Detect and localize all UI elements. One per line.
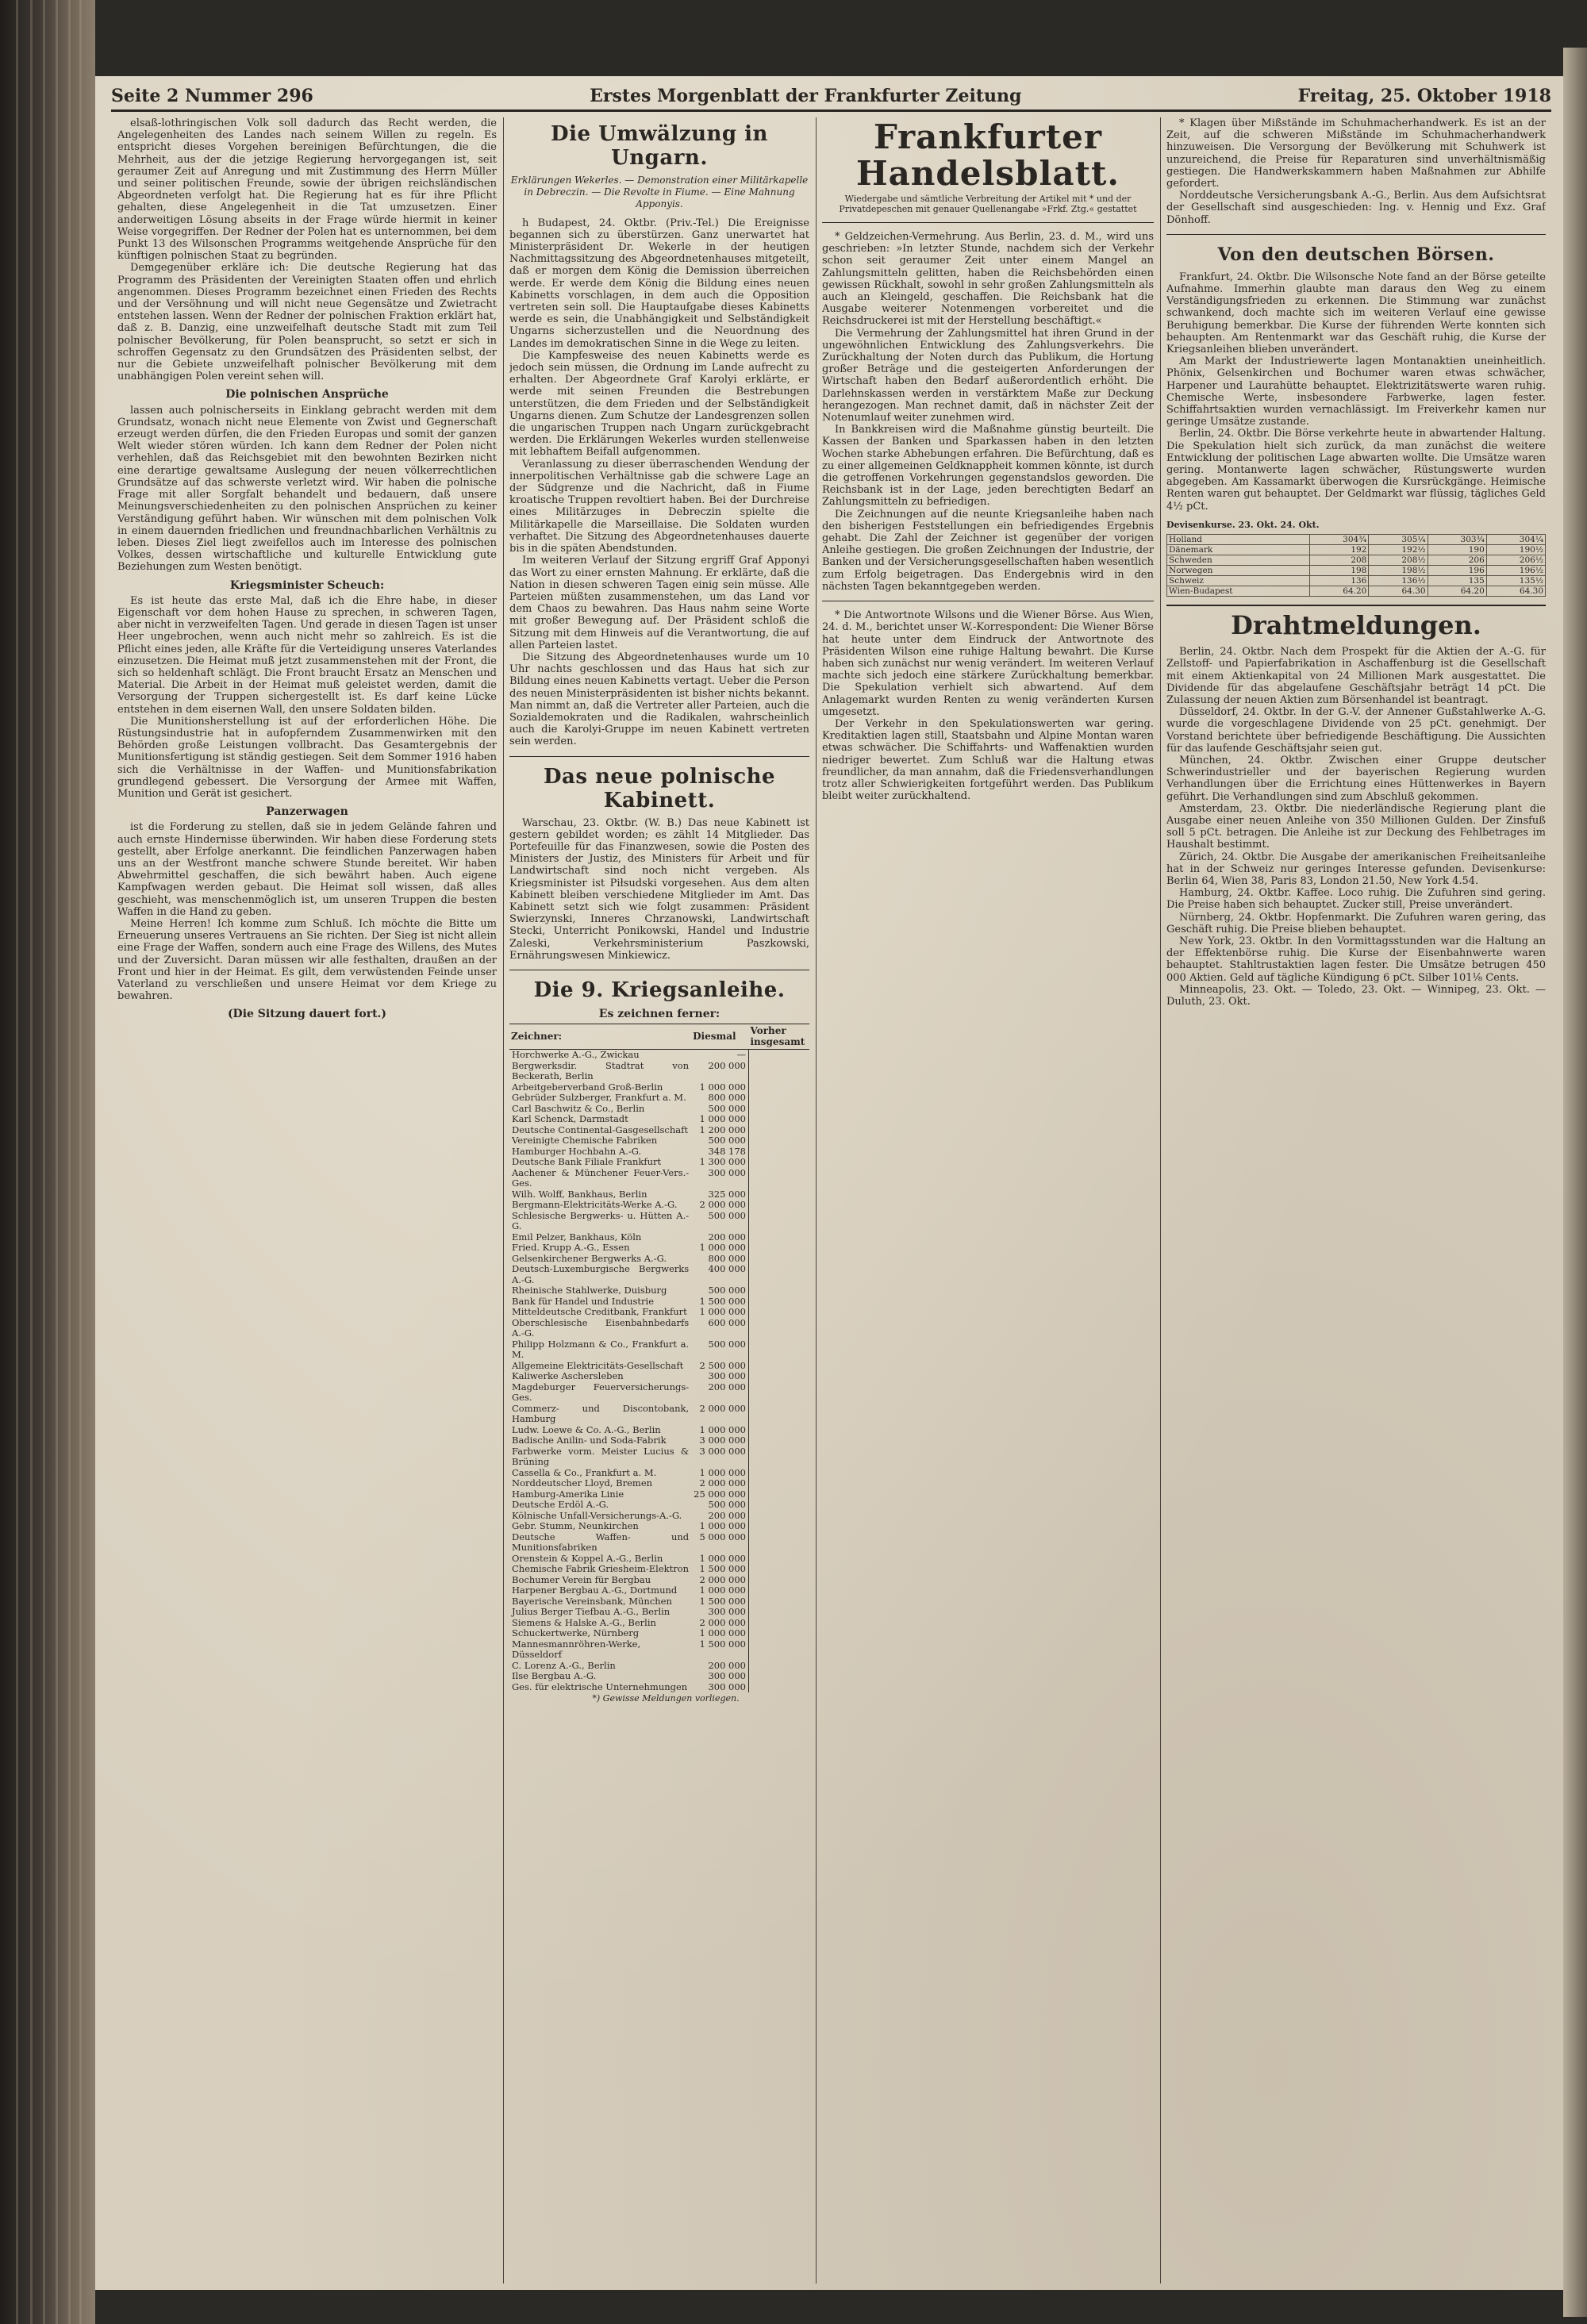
table-cell: Schweiz — [1167, 576, 1310, 586]
headline: Die 9. Kriegsanleihe. — [533, 978, 786, 1002]
table-row — [509, 1585, 809, 1596]
article-paragraph: Zürich, 24. Oktbr. Die Ausgabe der amerikanischen Freiheitsanleihe hat in der Schweiz nur geringes Interesse gefunden. Devisenkurse: Berlin 64, Wien 38, Paris 83, London 21.50, New York 4.54. — [1166, 851, 1546, 887]
article-paragraph: Meine Herren! Ich komme zum Schluß. Ich möchte die Bitte um Erneuerung unseres Vertrauens an Sie richten. Der Sieg ist nicht allein eine Frage der Waffen, sondern auch eine Frage des Willens, des Mutes und der Zuversicht. Daran müssen wir alle festhalten, draußen an der Front und hier in der Heimat. Es gilt, dem verwüstenden Feinde unser Vaterland zu verschließen und unsere Heimat vor dem Kriege zu bewahren. — [117, 918, 497, 1003]
table-cell — [749, 1500, 810, 1511]
table-cell: Kölnische Unfall-Versicherungs-A.-G. — [512, 1509, 682, 1521]
table-cell: Gelsenkirchener Bergwerks A.-G. — [512, 1252, 667, 1264]
table-cell — [749, 1371, 810, 1382]
table-cell: 1 200 000 — [699, 1124, 746, 1135]
table-row — [509, 1446, 809, 1468]
table-cell: 135 — [1428, 576, 1486, 586]
table-cell: 1 300 000 — [699, 1156, 746, 1168]
table-row — [1167, 586, 1546, 597]
table-cell: Mannesmannröhren-Werke, Düsseldorf — [512, 1638, 641, 1661]
table-cell: Ilse Bergbau A.-G. — [512, 1670, 597, 1682]
article-paragraph: Die Vermehrung der Zahlungsmittel hat ihren Grund in der ungewöhnlichen Entwicklung des Zahlungsverkehrs. Die Zurückhaltung der Noten durch das Publikum, die Hortung großer Beträge und die gesteigerten Anforderungen der Wirtschaft haben den Bedarf außerordentlich erhöht. Die Darlehnskassen werden in verstärktem Maße zur Deckung herangezogen. Man rechnet damit, daß in nächster Zeit der Notenumlauf weiter zunehmen wird. — [822, 327, 1154, 424]
fx-title: Devisenkurse. 23. Okt. 24. Okt. — [1166, 519, 1320, 530]
table-row — [1167, 555, 1546, 566]
table-row — [509, 1168, 809, 1189]
table-cell: Deutsch-Luxemburgische Bergwerks A.-G. — [512, 1263, 690, 1285]
article-paragraph: elsaß-lothringischen Volk soll dadurch das Recht werden, die Angelegenheiten des Landes nach seinem Willen zu regeln. Es entspricht dieses Vorgehen bereinigen Befürchtungen, die die Mehrheit, aus der die jetzige Regierung hervorgegangen ist, seit geraumer Zeit auf Anregung und mit Zustimmung des Herrn Müller und seiner politischen Freunde, sowie der übrigen reichsländischen Abgeordneten verfolgt hat. Die Regierung hat es für ihre Pflicht gehalten, diese Angelegenheit in die Tat umzusetzen. Einer anderweitigen Lösung abseits in der Frage würde hiermit in keiner Weise vorgegriffen. Der Redner der Polen hat es unternommen, bei dem Punkt 13 des Wilsonschen Programms weitgehende Ansprüche für den künftigen polnischen Staat zu begründen. — [117, 117, 497, 263]
table-cell: 206½ — [1486, 555, 1545, 566]
table-cell — [749, 1425, 810, 1436]
table-cell — [749, 1532, 810, 1554]
table-cell: 196½ — [1486, 566, 1545, 576]
table-cell: Fried. Krupp A.-G., Essen — [512, 1242, 630, 1254]
table-cell: Allgemeine Elektricitäts-Gesellschaft — [512, 1359, 684, 1371]
table-cell: 200 000 — [708, 1509, 746, 1521]
column-rule — [503, 117, 504, 2284]
article-paragraph: Es ist heute das erste Mal, daß ich die Ehre habe, in dieser Eigenschaft vor dem hohen Hause zu sprechen, in schweren Tagen, aber nicht in verzweifelten Tagen. Und gerade in diesen Tagen ist unser Heer ungebrochen, wenn auch nicht mehr so zahlreich. Es ist die Pflicht eines jeden, alle Kräfte für die Verteidigung unseres Vaterlandes einzusetzen. Die Heimat muß jetzt zusammenstehen mit der Front, die sich so heldenhaft schlägt. Die Front braucht Ersatz an Menschen und Material. Die Arbeit in der Heimat muß geleistet werden, damit die Versorgung der Truppen sichergestellt ist. Es darf keine Lücke entstehen in dem eisernen Wall, den unsere Soldaten bilden. — [117, 594, 497, 716]
table-cell: 1 000 000 — [699, 1627, 746, 1639]
book-binding — [0, 0, 95, 2324]
table-cell: 2 500 000 — [699, 1359, 746, 1371]
table-row — [509, 1093, 809, 1104]
table-row — [509, 1682, 809, 1693]
table-cell: 3 000 000 — [699, 1435, 746, 1446]
table-cell — [749, 1596, 810, 1608]
table-row — [509, 1307, 809, 1318]
table-cell: Hamburger Hochbahn A.-G. — [512, 1145, 642, 1157]
page-number: Seite 2 Nummer 296 — [111, 86, 313, 106]
table-row — [509, 1135, 809, 1147]
table-row — [509, 1371, 809, 1382]
table-cell: Siemens & Halske A.-G., Berlin — [512, 1616, 656, 1628]
table-cell: 500 000 — [708, 1338, 746, 1350]
article-paragraph: h Budapest, 24. Oktbr. (Priv.-Tel.) Die Ereignisse begannen sich zu überstürzen. Ganz unerwartet hat Ministerpräsident Dr. Wekerle in der heutigen Nachmittagssitzung des Abgeordnetenhauses mitgeteilt, daß er morgen dem König die Demission überreichen werde. Er werde dem König die Bildung eines neuen Kabinetts vorschlagen, in dem auch die Opposition vertreten sein soll. Die Hauptaufgabe dieses Kabinetts werde es sein, die Unabhängigkeit und Selbständigkeit Ungarns sicherzustellen und die Neuordnung des Landes im demokratischen Sinne in die Wege zu leiten. — [509, 217, 809, 350]
table-cell: 190 — [1428, 545, 1486, 555]
table-cell: 1 500 000 — [699, 1638, 746, 1650]
table-cell — [749, 1478, 810, 1489]
table-cell — [749, 1200, 810, 1211]
table-cell: 304¾ — [1310, 535, 1369, 545]
headline: Von den deutschen Börsen. — [1217, 244, 1495, 265]
table-row — [509, 1254, 809, 1265]
headline: Die Umwälzung in Ungarn. — [551, 122, 768, 170]
table-row — [1167, 535, 1546, 545]
table-cell: Horchwerke A.-G., Zwickau — [512, 1049, 640, 1061]
table-cell: 2 000 000 — [699, 1616, 746, 1628]
section-heading: Die polnischen Ansprüche — [225, 388, 389, 401]
article-paragraph: Demgegenüber erkläre ich: Die deutsche Regierung hat das Programm des Präsidenten der Vereinigten Staaten offen und ehrlich angenommen. Dieses Programm bezeichnet einen Frieden des Rechts und der Versöhnung und will nicht neue Gegensätze und Zwietracht entstehen lassen. Wenn der Redner der polnischen Fraktion erklärt hat, daß z. B. Danzig, eine unzweifelhaft deutsche Stadt mit zum Teil polnischer Bevölkerung, für Polen beansprucht, so setzt er sich in schroffen Gegensatz zu den Grundsätzen des Präsidenten selbst, der nur die Gebiete unzweifelhaft polnischer Bevölkerung mit dem unabhängigen Polen vereint sehen will. — [117, 262, 497, 383]
table-row — [509, 1147, 809, 1158]
table-cell — [749, 1285, 810, 1296]
headline: Das neue polnische Kabinett. — [543, 764, 776, 812]
table-cell: Aachener & Münchener Feuer-Vers.-Ges. — [512, 1166, 690, 1189]
table-cell — [749, 1361, 810, 1372]
table-cell: Schlesische Bergwerks- u. Hütten A.-G. — [512, 1209, 690, 1232]
table-row — [509, 1511, 809, 1522]
column-handelsblatt — [822, 117, 1154, 2284]
table-header: Vorher insgesamt — [749, 1024, 810, 1050]
table-cell: 136 — [1310, 576, 1369, 586]
table-cell: Bochumer Verein für Bergbau — [512, 1573, 651, 1585]
table-row — [509, 1564, 809, 1575]
issue-date: Freitag, 25. Oktober 1918 — [1297, 86, 1551, 106]
table-row — [509, 1232, 809, 1243]
table-cell — [749, 1607, 810, 1618]
table-cell — [749, 1468, 810, 1479]
article-paragraph: Minneapolis, 23. Okt. — Toledo, 23. Okt. — Winnipeg, 23. Okt. — Duluth, 23. Okt. — [1166, 983, 1546, 1008]
table-header: Diesmal — [691, 1024, 748, 1050]
table-cell — [749, 1585, 810, 1596]
table-cell: 25 000 000 — [694, 1488, 746, 1500]
table-cell: Hamburg-Amerika Linie — [512, 1488, 624, 1500]
table-cell: Harpener Bergbau A.-G., Dortmund — [512, 1585, 678, 1596]
table-row — [509, 1532, 809, 1554]
table-row — [509, 1618, 809, 1629]
article-paragraph: Die Kampfesweise des neuen Kabinetts werde es jedoch sein müssen, die Ordnung im Lande aufrecht zu erhalten. Der Abgeordnete Graf Karolyi erklärte, er werde mit seinen Freunden die Bestrebungen unterstützen, die dem Frieden und der Selbständigkeit Ungarns dienen. Zum Schutze der Landesgrenzen sollen die ungarischen Truppen nach Ungarn zurückgebracht werden. Die Erklärungen Wekerles wurden stellenweise mit lebhaftem Beifall aufgenommen. — [509, 349, 809, 459]
table-cell: 1 000 000 — [699, 1585, 746, 1596]
table-cell — [749, 1628, 810, 1639]
headline-deck: Erklärungen Wekerles. — Demonstration einer Militärkapelle in Debreczin. — Die Revolte in Fiume. — Eine Mahnung Apponyis. — [510, 175, 809, 210]
table-cell — [749, 1339, 810, 1361]
table-cell: 400 000 — [708, 1263, 746, 1275]
table-cell — [749, 1307, 810, 1318]
war-loan-table — [509, 1024, 809, 1692]
table-cell: Emil Pelzer, Bankhaus, Köln — [512, 1231, 642, 1243]
table-cell: 200 000 — [708, 1381, 746, 1392]
paper-title: Erstes Morgenblatt der Frankfurter Zeitung — [590, 86, 1022, 106]
table-cell: 208 — [1310, 555, 1369, 566]
table-cell: Deutsche Bank Filiale Frankfurt — [512, 1156, 662, 1168]
column-reichstag — [117, 117, 497, 2284]
article-paragraph: Der Verkehr in den Spekulationswerten war gering. Kreditaktien lagen still, Staatsbahn und Alpine Montan waren etwas schwächer. Die Schiffahrts- und Waffenaktien wurden niedriger bewertet. Zum Schluß war die Haltung etwas freundlicher, da man annahm, daß die Friedensverhandlungen trotz aller Schwierigkeiten fortgeführt werden. Das Publikum bleibt weiter zurückhaltend. — [822, 717, 1154, 803]
table-row — [509, 1285, 809, 1296]
table-cell: Norddeutscher Lloyd, Bremen — [512, 1477, 653, 1489]
section-deck: Wiedergabe und sämtliche Verbreitung der Artikel mit * und der Privatdepeschen mit genauer Quellenangabe »Frkf. Ztg.« gestattet — [839, 194, 1137, 214]
table-cell: 192 — [1310, 545, 1369, 555]
table-row — [509, 1211, 809, 1232]
table-cell: Badische Anilin- und Soda-Fabrik — [512, 1435, 667, 1446]
table-body — [509, 1050, 809, 1693]
table-cell — [749, 1661, 810, 1672]
table-row — [509, 1125, 809, 1136]
table-cell: Ludw. Loewe & Co. A.-G., Berlin — [512, 1423, 661, 1435]
table-cell: 196 — [1428, 566, 1486, 576]
table-cell: 64.30 — [1369, 586, 1428, 597]
table-cell: 1 000 000 — [699, 1520, 746, 1532]
table-cell: 305¼ — [1369, 535, 1428, 545]
table-cell: Julius Berger Tiefbau A.-G., Berlin — [512, 1606, 671, 1618]
table-cell — [749, 1671, 810, 1682]
table-cell: 206 — [1428, 555, 1486, 566]
table-cell: 136½ — [1369, 576, 1428, 586]
table-cell — [749, 1082, 810, 1093]
table-row — [509, 1639, 809, 1661]
table-cell: 64.20 — [1310, 586, 1369, 597]
table-cell — [749, 1147, 810, 1158]
table-cell: 200 000 — [708, 1231, 746, 1243]
table-cell — [749, 1243, 810, 1254]
table-cell: 5 000 000 — [699, 1531, 746, 1542]
table-cell: 300 000 — [708, 1681, 746, 1692]
column-rule — [816, 117, 817, 2284]
table-row — [509, 1404, 809, 1425]
table-row — [509, 1318, 809, 1339]
table-cell: 500 000 — [708, 1135, 746, 1147]
table-cell — [749, 1435, 810, 1446]
table-cell — [749, 1254, 810, 1265]
table-cell: Norwegen — [1167, 566, 1310, 576]
table-cell: Philipp Holzmann & Co., Frankfurt a. M. — [512, 1338, 690, 1361]
section-masthead: Frankfurter Handelsblatt. — [855, 117, 1120, 193]
table-row — [509, 1607, 809, 1618]
table-cell: Oberschlesische Eisenbahnbedarfs A.-G. — [512, 1316, 690, 1339]
table-cell: Bergwerksdir. Stadtrat von Beckerath, Berlin — [512, 1059, 690, 1082]
table-row — [509, 1521, 809, 1532]
table-cell: Rheinische Stahlwerke, Duisburg — [512, 1285, 667, 1296]
table-cell: — — [736, 1049, 746, 1061]
table-cell — [749, 1050, 810, 1061]
table-cell: 1 000 000 — [699, 1081, 746, 1093]
table-row — [509, 1500, 809, 1511]
table-cell — [749, 1639, 810, 1661]
table-cell: 304¼ — [1486, 535, 1545, 545]
table-cell: 208½ — [1369, 555, 1428, 566]
table-row — [1167, 545, 1546, 555]
article-paragraph: Am Markt der Industriewerte lagen Montanaktien uneinheitlich. Phönix, Gelsenkirchen und Bochumer waren etwas schwächer, Harpener und Laurahütte behauptet. Elektrizitätswerte waren ruhig. Chemische Werte, insbesondere Farbwerke, lagen fester. Schiffahrtsaktien wurden vernachlässigt. Im Freiverkehr kamen nur geringe Umsätze zustande. — [1166, 355, 1546, 428]
table-cell — [749, 1093, 810, 1104]
table-cell: 303¾ — [1428, 535, 1486, 545]
article-paragraph: Berlin, 24. Oktbr. Die Börse verkehrte heute in abwartender Haltung. Die Spekulation hielt sich zurück, da man zunächst die weitere Entwicklung der politischen Lage abwarten wollte. Die Umsätze waren gering. Montanwerte lagen schwächer, Rüstungswerte wurden abgegeben. Am Kassamarkt überwogen die Kursrückgänge. Heimische Renten waren gut behauptet. Der Geldmarkt war flüssig, tägliches Geld 4½ pCt. — [1166, 428, 1546, 513]
table-cell: 1 000 000 — [699, 1423, 746, 1435]
table-cell: 800 000 — [708, 1092, 746, 1104]
table-cell — [749, 1189, 810, 1200]
table-cell — [749, 1264, 810, 1285]
table-cell: 1 000 000 — [699, 1242, 746, 1254]
table-cell — [749, 1521, 810, 1532]
article-paragraph: Warschau, 23. Oktbr. (W. B.) Das neue Kabinett ist gestern gebildet worden; es zählt 14 Mitglieder. Das Portefeuille für das Finanzwesen, sowie die Posten des Ministers der Justiz, des Ministers für Arbeit und für Landwirtschaft sind noch nicht vergeben. Als Kriegsminister ist Piłsudski vorgesehen. Aus dem alten Kabinett bleiben verschiedene Mitglieder im Amt. Das Kabinett setzt sich wie folgt zusammen: Präsident Swierzynski, Inneres Chrzanowski, Landwirtschaft Stecki, Unterricht Ponikowski, Handel und Industrie Zaleski, Verkehrsministerium Paszkowski, Ernährungswesen Minkiewicz. — [509, 816, 809, 962]
table-row — [509, 1243, 809, 1254]
table-cell: 135½ — [1486, 576, 1545, 586]
table-cell — [749, 1061, 810, 1082]
table-row — [509, 1425, 809, 1436]
article-paragraph: Norddeutsche Versicherungsbank A.-G., Berlin. Aus dem Aufsichtsrat der Gesellschaft sind ausgeschieden: Ing. v. Hennig und Exz. Graf Dönhoff. — [1166, 190, 1546, 226]
table-cell — [749, 1114, 810, 1125]
table-cell: Deutsche Erdöl A.-G. — [512, 1499, 609, 1511]
table-cell — [749, 1211, 810, 1232]
article-paragraph: Veranlassung zu dieser überraschenden Wendung der innerpolitischen Verhältnisse gab die schwere Lage an der Südgrenze und die Nachricht, daß in Fiume kroatische Truppen revoltiert haben. Bei der Durchreise eines Militärzuges in Debreczin spielte die Militärkapelle die Marseillaise. Die Soldaten wurden verhaftet. Die Sitzung des Abgeordnetenhauses dauerte bis in die späten Abendstunden. — [509, 458, 809, 555]
table-cell: 1 000 000 — [699, 1306, 746, 1318]
table-cell — [749, 1157, 810, 1168]
table-row — [509, 1264, 809, 1285]
article-paragraph: New York, 23. Oktbr. In den Vormittagsstunden war die Haltung an der Effektenbörse ruhig. Die Kurse der Eisenbahnwerte waren behauptet. Stahltrustaktien lagen fester. Die Umsätze betrugen 450 000 Aktien. Geld auf tägliche Kündigung 6 pCt. Silber 101⅛ Cents. — [1166, 935, 1546, 984]
table-cell: 198½ — [1369, 566, 1428, 576]
table-cell: Schuckertwerke, Nürnberg — [512, 1627, 640, 1639]
table-cell: 192½ — [1369, 545, 1428, 555]
article-paragraph: * Die Antwortnote Wilsons und die Wiener Börse. Aus Wien, 24. d. M., berichtet unser W.-Korrespondent: Die Wiener Börse hat heute unter dem Eindruck der Antwortnote des Präsidenten Wilson eine ruhige Haltung bewahrt. Die Kurse haben sich zunächst nur wenig verändert. Im weiteren Verlauf machte sich jedoch eine stärkere Zurückhaltung bemerkbar. Die Spekulation verhielt sich abwartend. Auf dem Anlagemarkt wurden Renten zu wenig veränderten Kursen umgesetzt. — [822, 609, 1154, 718]
headline: Drahtmeldungen. — [1166, 605, 1546, 640]
table-cell — [749, 1296, 810, 1308]
table-cell: Deutsche Waffen- und Munitionsfabriken — [512, 1531, 690, 1554]
table-row — [509, 1114, 809, 1125]
table-row — [509, 1050, 809, 1061]
table-cell: Dänemark — [1167, 545, 1310, 555]
table-cell — [749, 1318, 810, 1339]
table-cell: Bergmann-Elektricitäts-Werke A.-G. — [512, 1199, 678, 1211]
table-cell: 1 500 000 — [699, 1563, 746, 1575]
article-paragraph: Berlin, 24. Oktbr. Nach dem Prospekt für die Aktien der A.-G. für Zellstoff- und Papierfabrikation in Aschaffenburg ist die Gesellschaft mit einem Aktienkapital von 24 Millionen Mark ausgestattet. Die Dividende für das abgelaufene Geschäftsjahr beträgt 14 pCt. Die Zulassung der neuen Aktien zum Börsenhandel ist beantragt. — [1166, 646, 1546, 706]
table-cell: Mitteldeutsche Creditbank, Frankfurt — [512, 1306, 687, 1318]
table-cell: Kaliwerke Aschersleben — [512, 1370, 624, 1382]
table-cell: 1 000 000 — [699, 1466, 746, 1478]
table-cell: Gebrüder Sulzberger, Frankfurt a. M. — [512, 1092, 686, 1104]
table-row — [509, 1554, 809, 1565]
table-cell: 3 000 000 — [699, 1445, 746, 1457]
column-ungarn — [509, 117, 809, 2284]
table-cell: Orenstein & Koppel A.-G., Berlin — [512, 1552, 663, 1564]
table-row — [1167, 576, 1546, 586]
table-row — [509, 1104, 809, 1115]
table-cell — [749, 1554, 810, 1565]
table-row — [509, 1361, 809, 1372]
table-row — [1167, 566, 1546, 576]
table-cell — [749, 1404, 810, 1425]
table-cell: 800 000 — [708, 1252, 746, 1264]
table-row — [509, 1200, 809, 1211]
table-cell: Holland — [1167, 535, 1310, 545]
table-cell: 200 000 — [708, 1059, 746, 1071]
article-paragraph: Die Sitzung des Abgeordnetenhauses wurde um 10 Uhr nachts geschlossen und das Haus hat sich zur Bildung eines neuen Kabinetts vertagt. Ueber die Person des neuen Ministerpräsidenten ist bisher nichts bekannt. Man nimmt an, daß die Vertreter aller Parteien, auch die Sozialdemokraten und die Radikalen, wahrscheinlich auch die Karolyi-Gruppe im neuen Kabinett vertreten sein werden. — [509, 651, 809, 748]
table-cell: 500 000 — [708, 1102, 746, 1114]
article-paragraph: Amsterdam, 23. Oktbr. Die niederländische Regierung plant die Ausgabe einer neuen Anleihe von 350 Millionen Gulden. Der Zinsfuß soll 5 pCt. betragen. Die Anleihe ist zur Deckung des Fehlbetrages im Haushalt bestimmt. — [1166, 802, 1546, 851]
table-cell: 190½ — [1486, 545, 1545, 555]
article-paragraph: Hamburg, 24. Oktbr. Kaffee. Loco ruhig. Die Zufuhren sind gering. Die Preise haben sich behauptet. Zucker still, Preise unverändert. — [1166, 887, 1546, 912]
table-cell: Wien-Budapest — [1167, 586, 1310, 597]
table-cell — [749, 1511, 810, 1522]
table-cell: Farbwerke vorm. Meister Lucius & Brüning — [512, 1445, 690, 1468]
table-row — [509, 1671, 809, 1682]
table-cell: Bank für Handel und Industrie — [512, 1295, 654, 1307]
table-cell: Wilh. Wolff, Bankhaus, Berlin — [512, 1188, 647, 1200]
table-cell: 198 — [1310, 566, 1369, 576]
article-paragraph: In Bankkreisen wird die Maßnahme günstig beurteilt. Die Kassen der Banken und Sparkassen haben in den letzten Wochen starke Abhebungen erfahren. Die Befürchtung, daß es zu einer allgemeinen Geldknappheit kommen könnte, ist durch die getroffenen Vorkehrungen gegenstandslos geworden. Die Reichsbank ist in der Lage, jeden berechtigten Bedarf an Zahlungsmitteln zu befriedigen. — [822, 424, 1154, 509]
article-close: (Die Sitzung dauert fort.) — [227, 1008, 387, 1021]
table-cell: Deutsche Continental-Gasgesellschaft — [512, 1124, 689, 1135]
table-cell: Carl Baschwitz & Co., Berlin — [512, 1102, 645, 1114]
article-paragraph: Die Zeichnungen auf die neunte Kriegsanleihe haben nach den bisherigen Feststellungen ein befriedigendes Ergebnis gehabt. Die Zahl der Zeichner ist gegenüber der vorigen Anleihe gestiegen. Die großen Zeichnungen der Industrie, der Banken und der Versicherungsgesellschaften haben wesentlich zum Erfolg beigetragen. Das Endergebnis wird in den nächsten Tagen bekanntgegeben werden. — [822, 508, 1154, 593]
table-row — [509, 1082, 809, 1093]
table-footnote: *) Gewisse Meldungen vorliegen. — [592, 1693, 740, 1704]
table-cell — [749, 1168, 810, 1189]
article-paragraph: Düsseldorf, 24. Oktbr. In der G.-V. der Annener Gußstahlwerke A.-G. wurde die vorgeschlagene Dividende von 25 pCt. genehmigt. Der Vorstand berichtete über befriedigende Beschäftigung. Die Aussichten für das laufende Geschäftsjahr seien gut. — [1166, 706, 1546, 755]
table-cell: 500 000 — [708, 1499, 746, 1511]
table-cell: Bayerische Vereinsbank, München — [512, 1595, 672, 1607]
table-cell — [749, 1682, 810, 1693]
table-row — [509, 1189, 809, 1200]
table-cell: 2 000 000 — [699, 1477, 746, 1489]
table-header: Zeichner: — [509, 1024, 691, 1050]
table-cell: 1 500 000 — [699, 1595, 746, 1607]
table-cell — [749, 1382, 810, 1404]
table-row — [509, 1468, 809, 1479]
table-cell: 300 000 — [708, 1370, 746, 1382]
table-cell: 600 000 — [708, 1316, 746, 1328]
table-row — [509, 1061, 809, 1082]
table-cell: 1 000 000 — [699, 1113, 746, 1125]
table-cell: Karl Schenck, Darmstadt — [512, 1113, 628, 1125]
column-boersen — [1166, 117, 1546, 2284]
table-cell: 300 000 — [708, 1670, 746, 1682]
table-cell: C. Lorenz A.-G., Berlin — [512, 1659, 616, 1671]
article-paragraph: Nürnberg, 24. Oktbr. Hopfenmarkt. Die Zufuhren waren gering, das Geschäft ruhig. Die Preise blieben behauptet. — [1166, 911, 1546, 935]
table-cell: 64.30 — [1486, 586, 1545, 597]
table-cell: 500 000 — [708, 1209, 746, 1221]
table-cell: 2 000 000 — [699, 1199, 746, 1211]
table-row — [509, 1296, 809, 1308]
table-row — [509, 1382, 809, 1404]
table-row — [509, 1575, 809, 1586]
table-cell: 1 000 000 — [699, 1552, 746, 1564]
article-paragraph: Frankfurt, 24. Oktbr. Die Wilsonsche Note fand an der Börse geteilte Aufnahme. Immerhin glaubte man daraus den Weg zu einem Verständigungsfrieden zu erkennen. Die Stimmung war zunächst schwankend, doch machte sich im weiteren Verlauf eine gewisse Beruhigung bemerkbar. Die Kurse der führenden Werte konnten sich behaupten. Am Rentenmarkt war das Geschäft ruhig, die Kurse der Kriegsanleihen blieben unverändert. — [1166, 271, 1546, 356]
table-cell: Magdeburger Feuerversicherungs-Ges. — [512, 1381, 690, 1404]
table-cell: Chemische Fabrik Griesheim-Elektron — [512, 1563, 690, 1575]
table-row — [509, 1628, 809, 1639]
page-masthead — [111, 83, 1551, 112]
table-cell: 2 000 000 — [699, 1402, 746, 1414]
article-paragraph: * Geldzeichen-Vermehrung. Aus Berlin, 23. d. M., wird uns geschrieben: »In letzter Stunde, nachdem sich der Verkehr schon seit geraumer Zeit unter einem Mangel an Zahlungsmitteln gelitten, haben die Reichsbehörden einen gewissen Rückhalt, sowohl in sehr großen Zahlungsmitteln als auch an Kleingeld, geschaffen. Die Reichsbank hat die Ausgabe weiterer Notenmengen vorbereitet und die Reichsdruckerei ist mit der Herstellung beschäftigt.« — [822, 231, 1154, 328]
table-cell: 1 500 000 — [699, 1295, 746, 1307]
table-cell: 500 000 — [708, 1285, 746, 1296]
column-rule — [1160, 117, 1161, 2284]
table-cell: Vereinigte Chemische Fabriken — [512, 1135, 658, 1147]
table-cell: Schweden — [1167, 555, 1310, 566]
table-cell — [749, 1125, 810, 1136]
table-cell: Gebr. Stumm, Neunkirchen — [512, 1520, 639, 1532]
table-row — [509, 1661, 809, 1672]
table-row — [509, 1339, 809, 1361]
exchange-rate-table — [1166, 534, 1546, 597]
article-paragraph: * Klagen über Mißstände im Schuhmacherhandwerk. Es ist an der Zeit, auf die schweren Mißstände im Schuhmacherhandwerk hinzuweisen. Die Versorgung der Bevölkerung mit Schuhwerk ist unzureichend, die Preise für Reparaturen sind unverhältnismäßig gestiegen. Die Handwerkskammern haben Maßnahmen zur Abhilfe gefordert. — [1166, 117, 1546, 190]
table-cell: Commerz- und Discontobank, Hamburg — [512, 1402, 690, 1425]
article-paragraph: München, 24. Oktbr. Zwischen einer Gruppe deutscher Schwerindustrieller und der bayerischen Regierung wurden Verhandlungen über die Errichtung eines Hüttenwerkes in Bayern geführt. Die Verhandlungen sind zum Abschluß gekommen. — [1166, 754, 1546, 803]
table-cell: Ges. für elektrische Unternehmungen — [512, 1681, 688, 1692]
article-paragraph: Im weiteren Verlauf der Sitzung ergriff Graf Apponyi das Wort zu einer ernsten Mahnung. Er erklärte, daß die Nation in diesen schweren Tagen einig sein müsse. Alle Parteien müßten zusammenstehen, um das Land vor dem Chaos zu bewahren. Das Haus nahm seine Worte mit großer Bewegung auf. Der Präsident schloß die Sitzung mit dem Hinweis auf die Verantwortung, die auf allen Parteien lastet. — [509, 555, 809, 651]
table-cell: 2 000 000 — [699, 1573, 746, 1585]
table-cell — [749, 1575, 810, 1586]
table-cell — [749, 1135, 810, 1147]
table-cell: 325 000 — [708, 1188, 746, 1200]
table-cell — [749, 1564, 810, 1575]
table-cell: Cassella & Co., Frankfurt a. M. — [512, 1466, 657, 1478]
section-heading: Kriegsminister Scheuch: — [229, 578, 385, 592]
table-cell — [749, 1618, 810, 1629]
article-paragraph: lassen auch polnischerseits in Einklang gebracht werden mit dem Grundsatz, wonach nicht neue Elemente von Zwist und Gegnerschaft erzeugt werden dürfen, die den Frieden Europas und somit der ganzen Welt wieder stören würden. Ich kann dem Redner der Polen nicht verhehlen, daß das Reichsgebiet mit den bewohnten Bezirken nicht eine derartige gewaltsame Auslegung der neuen völkerrechtlichen Grundsätze auf das schwerste verletzt wird. Wir haben die polnische Frage mit aller Sorgfalt behandelt und bedauern, daß unsere Meinungsverschiedenheiten zu den polnischen Ansprüchen zu keiner Verständigung geführt haben. Wir wünschen mit dem polnischen Volk in einem dauernden friedlichen und freundnachbarlichen Verhältnis zu leben. Dieses Ziel liegt zweifellos auch im Interesse des polnischen Volkes, dessen wirtschaftliche und kulturelle Entwicklung gute Beziehungen zum Westen benötigt. — [117, 404, 497, 574]
table-cell: 64.20 — [1428, 586, 1486, 597]
page-edge — [1563, 48, 1587, 2317]
table-row — [509, 1478, 809, 1489]
table-cell — [749, 1232, 810, 1243]
table-row — [509, 1435, 809, 1446]
table-cell — [749, 1489, 810, 1500]
table-cell: 348 178 — [708, 1145, 746, 1157]
article-paragraph: ist die Forderung zu stellen, daß sie in jedem Gelände fahren und auch ernste Hindernisse überwinden. Wir haben diese Forderung stets gestellt, aber Erfolge anerkannt. Die feindlichen Panzerwagen haben uns an der Westfront manche schwere Stunde bereitet. Wir haben Abwehrmittel geschaffen, die sich bewährt haben. Auch eigene Kampfwagen werden gebaut. Die Heimat soll wissen, daß alles geschieht, was menschenmöglich ist, um unseren Truppen die besten Waffen in die Hand zu geben. — [117, 821, 497, 918]
article-paragraph: Die Munitionsherstellung ist auf der erforderlichen Höhe. Die Rüstungsindustrie hat in aufopferndem Zusammenwirken mit den Behörden große Leistungen vollbracht. Das Gesamtergebnis der Munitionsfertigung ist ständig gestiegen. Seit dem Sommer 1916 haben sich die Verhältnisse in der Waffen- und Munitionsfabrikation grundlegend gebessert. Die Versorgung der Armee mit Waffen, Munition und Gerät ist gesichert. — [117, 715, 497, 800]
table-cell — [749, 1104, 810, 1115]
table-cell — [749, 1446, 810, 1468]
table-row — [509, 1157, 809, 1168]
table-cell: 300 000 — [708, 1166, 746, 1178]
table-row — [509, 1596, 809, 1608]
table-row — [509, 1489, 809, 1500]
section-heading: Panzerwagen — [266, 805, 348, 819]
table-cell: Arbeitgeberverband Groß-Berlin — [512, 1081, 663, 1093]
section-heading: Es zeichnen ferner: — [598, 1007, 720, 1020]
table-cell: 300 000 — [708, 1606, 746, 1618]
table-cell: 200 000 — [708, 1659, 746, 1671]
